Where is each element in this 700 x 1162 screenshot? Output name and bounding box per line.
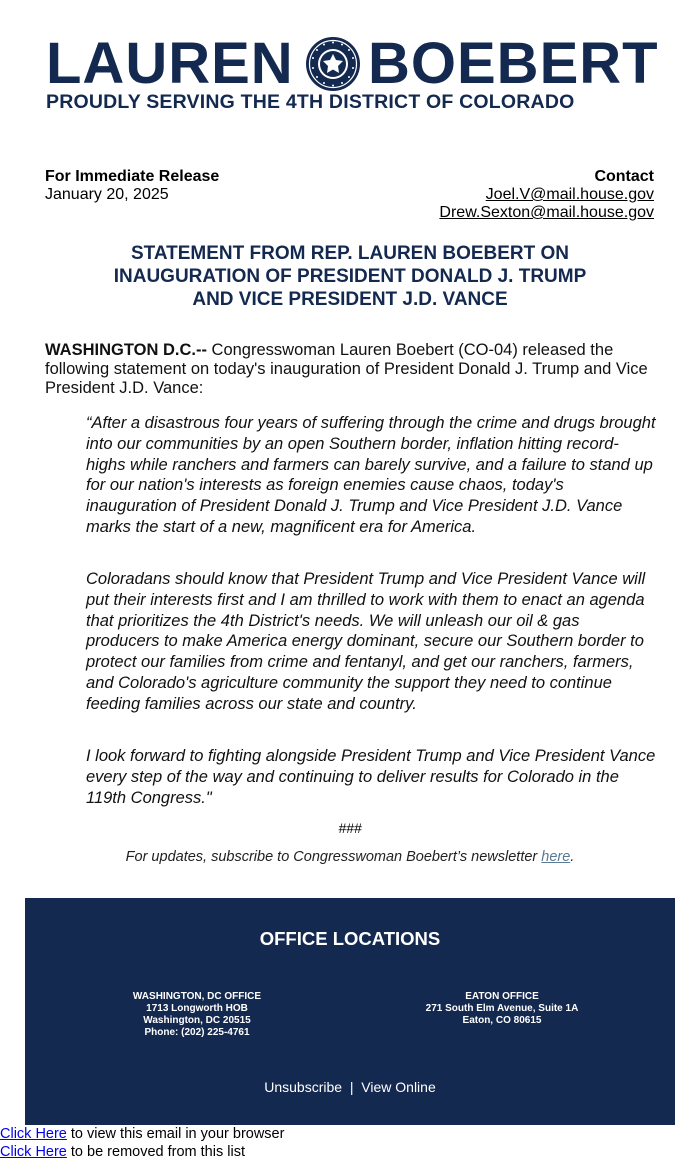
release-label: For Immediate Release: [45, 168, 220, 185]
headline-line-2: INAUGURATION OF PRESIDENT DONALD J. TRUMP: [113, 266, 587, 287]
intro-text: Congresswoman Lauren Boebert (CO-04) released the following statement on today's inauguration of President Donald J. Trump and Vice President J.D. Vance:: [45, 341, 648, 397]
masthead-last-name: BOEBERT: [368, 31, 659, 96]
updates-text: For updates, subscribe to Congresswoman Boebert’s newsletter: [125, 849, 542, 865]
intro-paragraph: [45, 341, 655, 398]
remove-from-list-row: [0, 1144, 245, 1161]
footer-links: [25, 1079, 675, 1095]
headline-line-1: STATEMENT FROM REP. LAUREN BOEBERT ON: [130, 243, 570, 264]
newsletter-note: [0, 849, 700, 865]
office-locations-title: OFFICE LOCATIONS: [259, 928, 441, 949]
dc-office-phone: Phone: (202) 225-4761: [144, 1027, 250, 1038]
eaton-office-name: EATON OFFICE: [465, 991, 539, 1002]
quote-paragraph-1: “After a disastrous four years of suffering through the crime and drugs brought into our communities by an open Southern border, inflation hitting record-highs while ranchers and farmers can barely survive, and a failure to stand up for our nation's interests as foreign enemies cause chaos, today's inauguration of President Donald J. Trump and Vice President J.D. Vance marks the start of a new, magnificent era for America.: [86, 414, 656, 536]
masthead-first-name: LAUREN: [46, 31, 294, 96]
updates-end: .: [570, 849, 575, 865]
contact-info: [439, 168, 654, 222]
eaton-office: [382, 991, 622, 1027]
headline-line-3: AND VICE PRESIDENT J.D. VANCE: [192, 289, 508, 310]
contact-label: Contact: [594, 168, 654, 185]
dc-office-name: WASHINGTON, DC OFFICE: [132, 991, 262, 1002]
headline: [60, 242, 640, 311]
unsubscribe-link[interactable]: Unsubscribe: [264, 1079, 343, 1095]
house-seal-icon: [305, 36, 361, 92]
end-marker: ###: [338, 820, 362, 836]
dc-office: [77, 991, 317, 1039]
dateline: WASHINGTON D.C.--: [45, 341, 207, 359]
view-in-browser-row: [0, 1126, 284, 1143]
view-in-browser-text: to view this email in your browser: [66, 1126, 285, 1142]
masthead-subtitle: PROUDLY SERVING THE 4TH DISTRICT OF COLORADO: [46, 91, 575, 113]
footer-separator: |: [349, 1079, 354, 1095]
footer: [25, 898, 675, 1125]
remove-from-list-text: to be removed from this list: [66, 1144, 245, 1160]
release-info: [45, 168, 219, 204]
newsletter-link[interactable]: here: [541, 849, 571, 865]
contact-email-joel[interactable]: Joel.V@mail.house.gov: [485, 186, 654, 203]
view-in-browser-link[interactable]: Click Here: [0, 1126, 67, 1142]
quote-paragraph-2: Coloradans should know that President Trump and Vice President Vance will put their interests first and I am thrilled to work with them to enact an agenda that prioritizes the 4th District's needs. We will unleash our oil & gas producers to make America energy dominant, secure our Southern border to protect our families from crime and fentanyl, and get our ranchers, farmers, and Colorado's agriculture community the support they need to continue feeding families across our state and country.: [86, 570, 646, 713]
view-online-link[interactable]: View Online: [361, 1079, 436, 1095]
dc-office-line-1: 1713 Longworth HOB: [146, 1003, 248, 1014]
contact-email-drew[interactable]: Drew.Sexton@mail.house.gov: [439, 204, 654, 221]
release-date: January 20, 2025: [45, 186, 169, 203]
remove-from-list-link[interactable]: Click Here: [0, 1144, 67, 1160]
dc-office-line-2: Washington, DC 20515: [143, 1015, 251, 1026]
eaton-office-line-1: 271 South Elm Avenue, Suite 1A: [425, 1003, 579, 1014]
masthead: [0, 0, 700, 130]
quote-paragraph-3: I look forward to fighting alongside President Trump and Vice President Vance every step of the way and continuing to deliver results for Colorado in the 119th Congress.": [86, 747, 656, 807]
eaton-office-line-2: Eaton, CO 80615: [462, 1015, 542, 1026]
